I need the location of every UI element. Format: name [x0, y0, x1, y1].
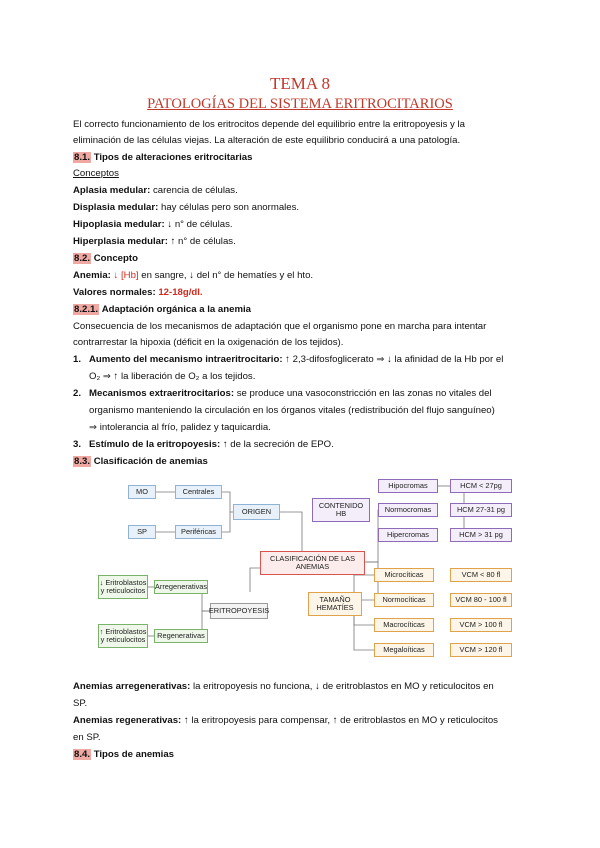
- heading-8-3: [73, 455, 533, 468]
- mo-box: MO: [128, 485, 156, 499]
- hcm-low-box: HCM < 27pg: [450, 479, 512, 493]
- hcm-normal-box: HCM 27-31 pg: [450, 503, 512, 517]
- hipocromas-box: Hipocromas: [378, 479, 438, 493]
- arreg-text: la eritropoyesis no funciona, ↓ de eritroblastos en MO y reticulocitos en: [190, 681, 494, 692]
- eritro-down-box: ↓ Eritroblastos y reticulocitos: [98, 575, 148, 599]
- heading-number: 8.4.: [74, 749, 91, 760]
- heading-number: 8.3.: [74, 456, 91, 467]
- concepts-label: Conceptos: [73, 168, 119, 179]
- reg-text: ↑ la eritropoyesis para compensar, ↑ de eritroblastos en MO y reticulocitos: [181, 715, 498, 726]
- tamano-hematies-box: TAMAÑO HEMATÍES: [308, 592, 362, 616]
- def-text: hay células pero son anormales.: [158, 202, 300, 213]
- reg-cont: en SP.: [73, 732, 101, 743]
- def-displasia: [73, 201, 533, 214]
- def-term: Displasia medular:: [73, 202, 159, 213]
- reg-term: Anemias regenerativas:: [73, 715, 182, 726]
- anemia-hb: ↓ [Hb]: [110, 270, 139, 281]
- macrociticas-box: Macrocíticas: [374, 618, 434, 632]
- list-item-3: [73, 438, 533, 451]
- list-text: se produce una vasoconstricción en las zonas no vitales del: [234, 388, 492, 399]
- normociticas-box: Normocíticas: [374, 593, 434, 607]
- def-hiperplasia: [73, 235, 533, 248]
- heading-text: Concepto: [93, 253, 138, 264]
- intro-line-1: El correcto funcionamiento de los eritrocitos depende del equilibrio entre la eritropoyesis y la: [73, 119, 465, 130]
- heading-text: Clasificación de anemias: [93, 456, 208, 467]
- heading-number: 8.2.: [74, 253, 91, 264]
- heading-8-2-1: [73, 303, 533, 316]
- heading-text: Tipos de anemias: [93, 749, 175, 760]
- eritropoyesis-box: ERITROPOYESIS: [210, 603, 268, 619]
- list-number: 1.: [73, 354, 82, 365]
- reg-paragraph: [73, 714, 533, 727]
- hipercromas-box: Hipercromas: [378, 528, 438, 542]
- list-item-2-cont: organismo manteniendo la circulación en los órganos vitales (redistribución del flujo sanguíneo): [89, 405, 495, 416]
- heading-text: Tipos de alteraciones eritrocitarias: [93, 152, 253, 163]
- def-term: Hipoplasia medular:: [73, 219, 165, 230]
- heading-number: 8.1.: [74, 152, 91, 163]
- perifericas-box: Periféricas: [175, 525, 222, 539]
- def-hipoplasia: [73, 218, 533, 231]
- list-term: Mecanismos extraeritrocitarios:: [89, 388, 235, 399]
- anemia-text: en sangre, ↓ del n° de hematíes y el hto.: [138, 270, 314, 281]
- list-item-1: [73, 353, 533, 366]
- centrales-box: Centrales: [175, 485, 222, 499]
- heading-8-1: [73, 151, 533, 164]
- megaloiticas-box: Megaloíticas: [374, 643, 434, 657]
- normal-value: 12-18g/dl.: [155, 287, 203, 298]
- regenerativas-box: Regenerativas: [154, 629, 208, 643]
- heading-8-2: [73, 252, 533, 265]
- center-box: CLASIFICACIÓN DE LAS ANEMIAS: [260, 551, 365, 575]
- def-term: Aplasia medular:: [73, 185, 151, 196]
- vcm-high-box: VCM > 100 fl: [450, 618, 512, 632]
- normocromas-box: Normocromas: [378, 503, 438, 517]
- list-item-2-cont2: ⇒ intolerancia al frío, palidez y taquicardia.: [89, 422, 271, 433]
- arreg-paragraph: [73, 680, 533, 693]
- vcm-low-box: VCM < 80 fl: [450, 568, 512, 582]
- heading-number: 8.2.1.: [74, 304, 99, 315]
- anemia-term: Anemia:: [73, 270, 111, 281]
- list-text: ↑ de la secreción de EPO.: [220, 439, 334, 450]
- adapt-line-2: contrarrestar la hipoxia (déficit en la oxigenación de los tejidos).: [73, 337, 344, 348]
- vcm-very-high-box: VCM > 120 fl: [450, 643, 512, 657]
- eritro-up-box: ↑ Eritroblastos y reticulocitos: [98, 624, 148, 648]
- def-aplasia: [73, 184, 533, 197]
- classification-diagram: [99, 474, 520, 664]
- list-term: Estímulo de la eritropoyesis:: [89, 439, 221, 450]
- origen-box: ORIGEN: [233, 504, 280, 520]
- def-text: carencia de células.: [150, 185, 238, 196]
- def-term: Hiperplasia medular:: [73, 236, 168, 247]
- heading-text: Adaptación orgánica a la anemia: [101, 304, 251, 315]
- def-text: ↓ n° de células.: [164, 219, 233, 230]
- def-text: ↑ n° de células.: [167, 236, 236, 247]
- intro-line-2: eliminación de las células viejas. La alteración de este equilibrio conducirá a una patología.: [73, 135, 461, 146]
- arreg-cont: SP.: [73, 698, 88, 709]
- adapt-line-1: Consecuencia de los mecanismos de adaptación que el organismo pone en marcha para intentar: [73, 321, 487, 332]
- arreg-term: Anemias arregenerativas:: [73, 681, 191, 692]
- section-title-text: PATOLOGÍAS DEL SISTEMA ERITROCITARIOS: [147, 96, 453, 112]
- list-text: ↑ 2,3-difosfoglicerato ⇒ ↓ la afinidad de la Hb por el: [282, 354, 504, 365]
- microciticas-box: Microcíticas: [374, 568, 434, 582]
- vcm-normal-box: VCM 80 - 100 fl: [450, 593, 512, 607]
- normal-term: Valores normales:: [73, 287, 156, 298]
- list-item-2: [73, 387, 533, 400]
- sp-box: SP: [128, 525, 156, 539]
- list-item-1-cont: O₂ ⇒ ↑ la liberación de O₂ a los tejidos.: [89, 371, 256, 382]
- normal-values: [73, 286, 533, 299]
- section-title: [0, 96, 600, 113]
- list-term: Aumento del mecanismo intraeritrocitario:: [89, 354, 283, 365]
- hcm-high-box: HCM > 31 pg: [450, 528, 512, 542]
- tema-title: TEMA 8: [270, 74, 330, 93]
- arregenerativas-box: Arregenerativas: [154, 580, 208, 594]
- list-number: 2.: [73, 388, 82, 399]
- contenido-hb-box: CONTENIDO HB: [312, 498, 370, 522]
- heading-8-4: [73, 748, 533, 761]
- anemia-definition: [73, 269, 533, 282]
- list-number: 3.: [73, 439, 82, 450]
